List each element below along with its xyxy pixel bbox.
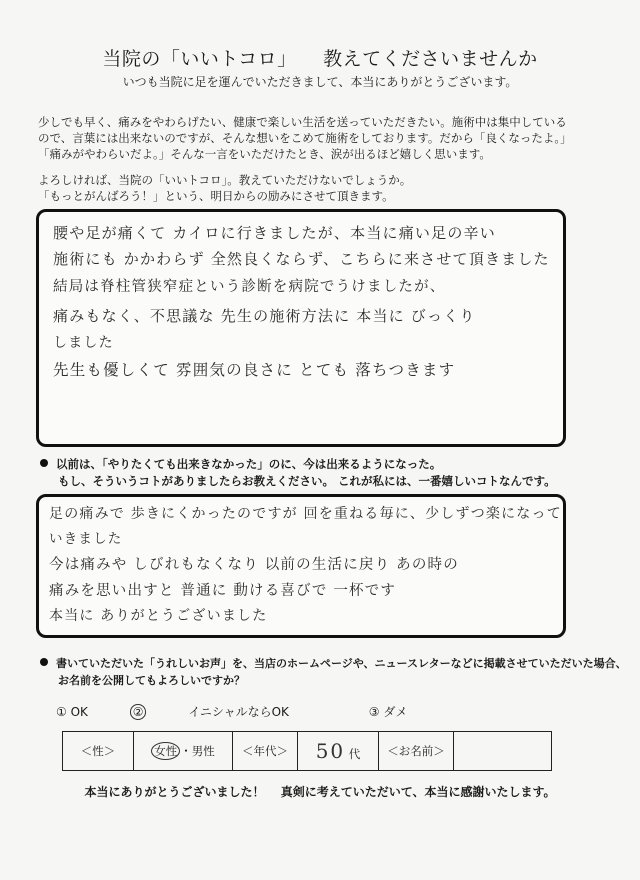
request-paragraph [38, 172, 578, 204]
request-line: よろしければ、当院の「いいトコロ」。教えていただけないでしょうか。 [38, 173, 412, 187]
intro-paragraph [38, 114, 578, 162]
question-3-line-1: 書いていただいた「うれしいお声」を、当店のホームページや、ニュースレターなどに掲載させていただいた場合、 [56, 657, 627, 670]
option-initials[interactable] [130, 705, 327, 719]
option-ok[interactable]: ① OK [56, 705, 88, 719]
name-label: ＜お名前＞ [379, 732, 454, 771]
title-right: 教えてくださいませんか [323, 48, 538, 70]
closing-message [0, 783, 640, 800]
name-field[interactable] [454, 732, 552, 771]
question-2-line-2: もし、そういうコトがありましたらお教えください。 これが私には、一番嬉しいコトなんです。 [58, 474, 556, 488]
option-initials-label: イニシャルならOK [188, 705, 289, 719]
age-field[interactable] [298, 732, 379, 771]
bullet-icon [40, 459, 48, 467]
question-2-line-1: 以前は、「やりたくても出来きなかった」のに、今は出来るようになった。 [56, 457, 442, 471]
age-unit: 代 [348, 747, 361, 761]
male-option[interactable]: 男性 [191, 744, 215, 758]
sex-choice[interactable] [134, 732, 233, 771]
question-3 [40, 655, 627, 689]
selected-circle-mark: ② [130, 704, 147, 720]
question-3-line-2: お名前を公開してもよろしいですか？ [58, 674, 245, 687]
publish-options [56, 703, 445, 720]
respondent-info-table [62, 731, 552, 771]
page-title [0, 44, 640, 71]
closing-right: 真剣に考えていただいて、本当に感謝いたします。 [280, 785, 556, 799]
handwritten-line: 施術にも かかわらず 全然良くならず、こちらに来させて頂きました [53, 250, 550, 268]
handwritten-line: 結局は脊柱管狭窄症という診断を病院でうけましたが、 [53, 279, 446, 295]
handwritten-line: 痛みを思い出すと 普通に 動ける喜びで 一杯です [49, 583, 397, 599]
request-line: 「もっとがんばろう！」という、明日からの励みにさせて頂きます。 [38, 189, 394, 203]
handwritten-line: 足の痛みで 歩きにくかったのですが 回を重ねる毎に、少しずつ楽になって [49, 506, 562, 522]
female-option[interactable]: 女性 [151, 742, 180, 760]
handwritten-line: 先生も優しくて 雰囲気の良さに とても 落ちつきます [53, 361, 456, 379]
title-left: 当院の「いいトコロ」 [102, 48, 297, 70]
intro-line: ので、言葉には出来ないのですが、そんな想いをこめて施術をしております。だから「良くなったよ。」 [38, 131, 572, 145]
intro-line: 少しでも早く、痛みをやわらげたい、健康で楽しい生活を送っていただきたい。施術中は集中している [38, 115, 567, 129]
sex-label: ＜性＞ [63, 732, 134, 771]
handwritten-line: しました [53, 335, 114, 351]
handwritten-line: 腰や足が痛くて カイロに行きましたが、本当に痛い足の辛い [53, 224, 496, 242]
answer-box-1 [36, 209, 566, 447]
option-no[interactable]: ③ ダメ [368, 705, 408, 719]
handwritten-line: いきました [49, 531, 123, 547]
bullet-icon [40, 658, 48, 666]
handwritten-line: 本当に ありがとうございました [49, 608, 268, 624]
handwritten-line: 今は痛みや しびれもなくなり 以前の生活に戻り あの時の [49, 557, 459, 573]
answer-box-2 [36, 494, 566, 638]
closing-left: 本当にありがとうございました！ [84, 785, 265, 799]
intro-line: 「痛みがやわらいだよ。」そんな一言をいただけたとき、涙が出るほど嬉しく思います。 [38, 147, 491, 161]
question-2 [40, 456, 556, 490]
subtitle: いつも当院に足を運んでいただきまして、本当にありがとうございます。 [122, 75, 518, 89]
age-label: ＜年代＞ [233, 732, 298, 771]
handwritten-line: 痛みもなく、不思議な 先生の施術方法に 本当に びっくり [53, 307, 476, 325]
age-value: 50 [315, 739, 346, 763]
separator: ・ [180, 744, 192, 758]
